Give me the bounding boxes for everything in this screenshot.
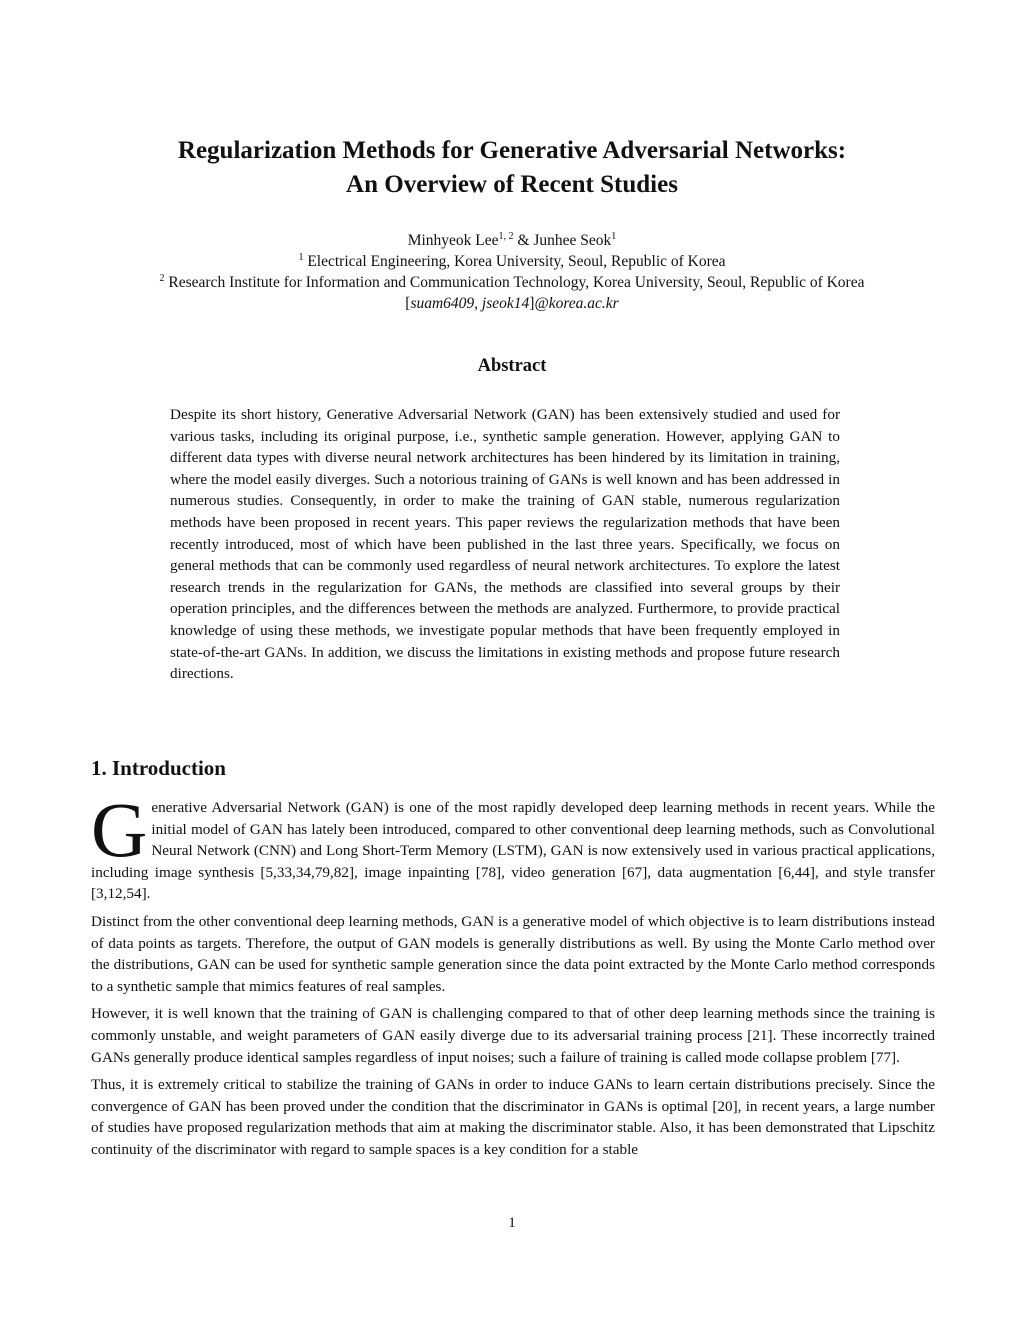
intro-paragraph-4: Thus, it is extremely critical to stabilize the training of GANs in order to induce GANs to learn certain distributions precisely. Since the convergence of GAN has been proved under the condition that the discriminator in GANs is optimal [20], in recent years, a large number of studies have proposed regularization methods that aim at making the discriminator stable. Also, it has been demonstrated that Lipschitz continuity of the discriminator with regard to sample spaces is a key condition for a stable bbox=[91, 1076, 935, 1158]
author-names bbox=[0, 230, 1024, 251]
title-line-2: An Overview of Recent Studies bbox=[346, 171, 678, 198]
page-number: 1 bbox=[508, 1215, 516, 1231]
paper-title bbox=[0, 134, 1024, 202]
affiliation-2-text: Research Institute for Information and Communication Technology, Korea University, Seoul, Republic of Korea bbox=[164, 274, 865, 291]
intro-paragraph-1 bbox=[91, 786, 935, 905]
email-bracket-open: [ bbox=[405, 295, 411, 312]
author-connector: & bbox=[513, 232, 534, 249]
author-email bbox=[0, 293, 1024, 314]
drop-cap-letter: G bbox=[91, 786, 148, 873]
affiliation-2-mark: 2 bbox=[159, 272, 165, 284]
affiliation-2 bbox=[0, 272, 1024, 293]
abstract-text: Despite its short history, Generative Adversarial Network (GAN) has been extensively studied and used for various tasks, including its original purpose, i.e., synthetic sample generation. However, applying GAN to different data types with diverse neural network architectures has been hindered by its limitation in training, where the model easily diverges. Such a notorious training of GANs is well known and has been addressed in numerous studies. Consequently, in order to make the training of GAN stable, numerous regularization methods have been proposed in recent years. This paper reviews the regularization methods that have been recently introduced, most of which have been published in the last three years. Specifically, we focus on general methods that can be commonly used regardless of neural network architectures. To explore the latest research trends in the regularization for GANs, the methods are classified into several groups by their operation principles, and the differences between the methods are analyzed. Furthermore, to provide practical knowledge of using these methods, we investigate popular methods that have been frequently employed in state-of-the-art GANs. In addition, we discuss the limitations in existing methods and propose future research directions. bbox=[170, 406, 840, 683]
email-bracket-close: ] bbox=[529, 295, 535, 312]
intro-paragraph-3: However, it is well known that the training of GAN is challenging compared to that of other deep learning methods since the training is commonly unstable, and weight parameters of GAN easily diverge due to its adversarial training process [21]. These incorrectly trained GANs generally produce identical samples regardless of input noises; such a failure of training is called mode collapse problem [77]. bbox=[91, 1005, 935, 1066]
intro-paragraph-2: Distinct from the other conventional deep learning methods, GAN is a generative model of which objective is to learn distributions instead of data points as targets. Therefore, the output of GAN models is generally distributions as well. By using the Monte Carlo method over the distributions, GAN can be used for synthetic sample generation since the data point extracted by the Monte Carlo method corresponds to a synthetic sample that mimics features of real samples. bbox=[91, 912, 935, 995]
author-2-name: Junhee Seok bbox=[533, 232, 612, 249]
author-block bbox=[0, 230, 1024, 314]
author-1-name: Minhyeok Lee bbox=[407, 232, 499, 249]
introduction-body bbox=[91, 786, 935, 1167]
title-line-1: Regularization Methods for Generative Adversarial Networks: bbox=[177, 137, 847, 164]
affiliation-1-mark: 1 bbox=[298, 251, 304, 263]
affiliation-1-text: Electrical Engineering, Korea University, Seoul, Republic of Korea bbox=[303, 253, 726, 270]
abstract-heading: Abstract bbox=[477, 356, 547, 376]
intro-paragraph-1-text: enerative Adversarial Network (GAN) is one of the most rapidly developed deep learning methods in recent years. While the initial model of GAN has lately been introduced, compared to other conventional deep learning methods, such as Convolutional Neural Network (CNN) and Long Short-Term Memory (LSTM), GAN is now extensively used in various practical applications, including image synthesis [5,33,34,79,82], image inpainting [78], video generation [67], data augmentation [6,44], and style transfer [3,12,54]. bbox=[91, 799, 935, 903]
email-domain: @korea.ac.kr bbox=[534, 295, 619, 312]
author-1-affiliation-marks: 1, 2 bbox=[498, 230, 514, 242]
introduction-heading: 1. Introduction bbox=[91, 756, 226, 780]
email-users: suam6409, jseok14 bbox=[410, 295, 530, 312]
affiliation-1 bbox=[0, 251, 1024, 272]
author-2-affiliation-marks: 1 bbox=[611, 230, 617, 242]
